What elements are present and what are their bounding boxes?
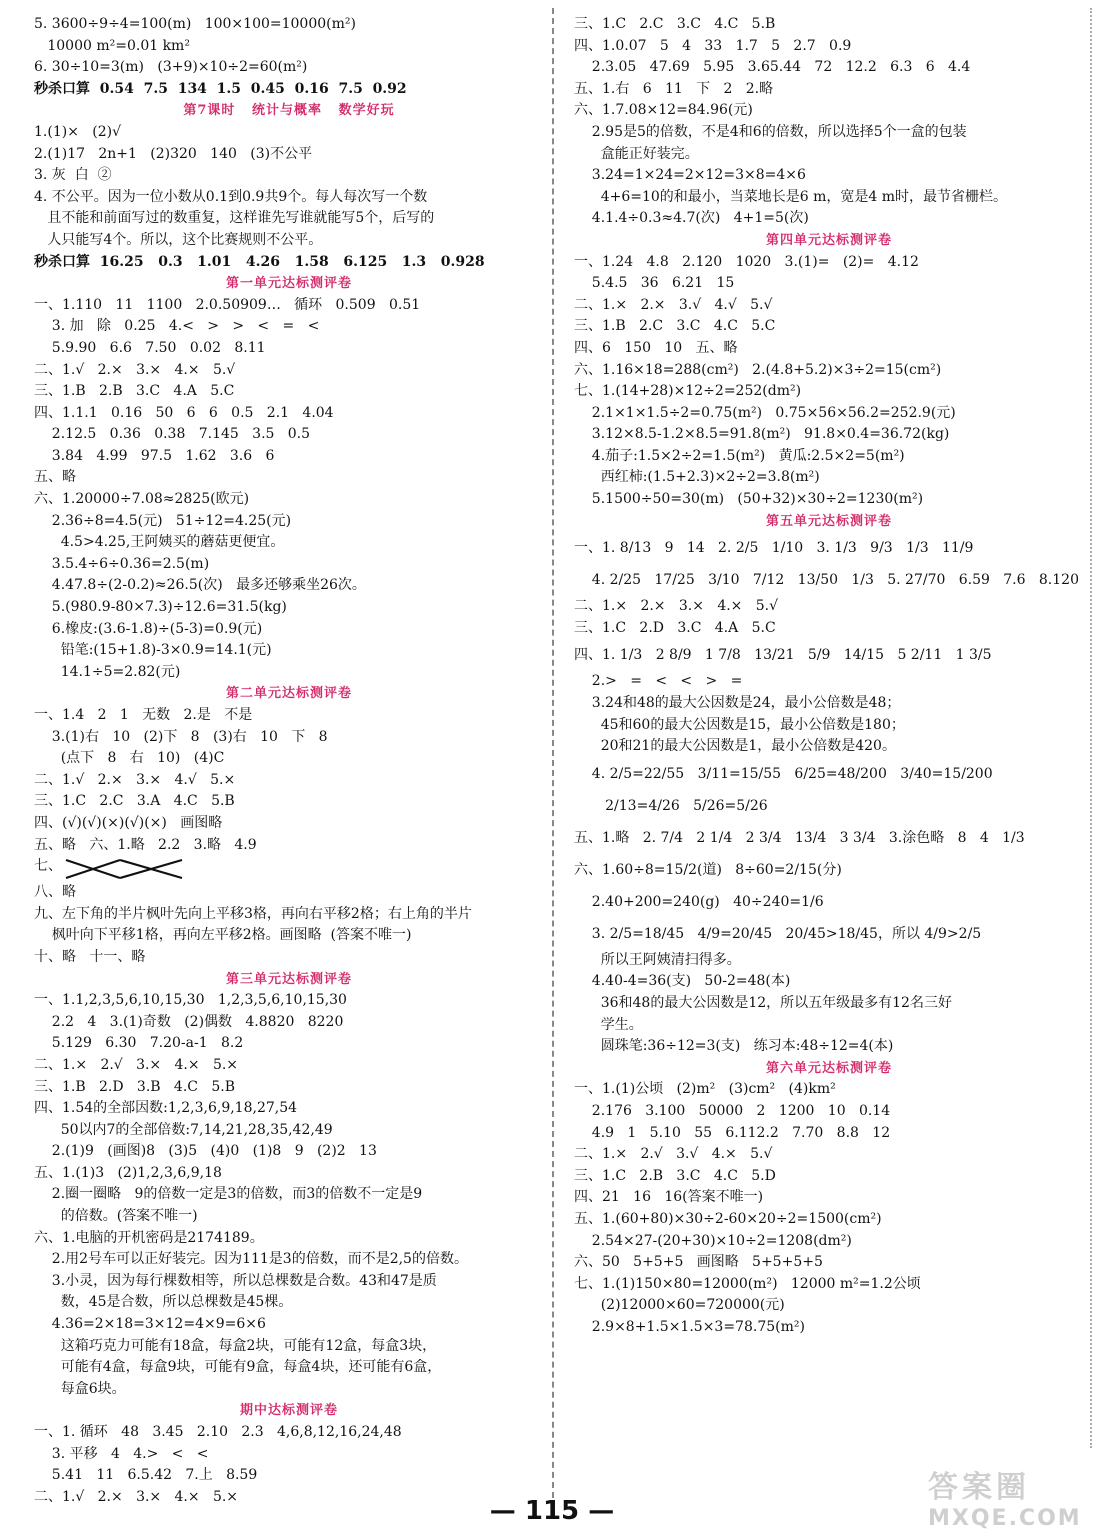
answer-line: 二、1.√ 2.× 3.× 4.× 5.√	[34, 361, 236, 378]
answer-line: 铅笔:(15+1.8)-3×0.9=14.1(元)	[34, 642, 272, 659]
answer-line: 2.圈一圈略 9的倍数一定是3的倍数，而3的倍数不一定是9	[34, 1186, 423, 1203]
answer-line: 六、1.20000÷7.08≈2825(欧元)	[34, 491, 250, 508]
answer-line: 六、1.16×18=288(cm²) 2.(4.8+5.2)×3÷2=15(cm²)	[574, 361, 942, 378]
answer-line: 七、1.(1)150×80=12000(m²) 12000 m²=1.2公顷	[574, 1275, 921, 1292]
answer-line: 2.3.05 47.69 5.95 3.65.44 72 12.2 6.3 6 4.4	[574, 59, 971, 76]
answer-line: 三、1.B 2.D 3.B 4.C 5.B	[34, 1078, 235, 1095]
answer-line: 盒能正好装完。	[574, 145, 699, 162]
answer-line: 3.(1)右 10 (2)下 8 (3)右 10 下 8	[34, 728, 328, 745]
answer-line: 二、1.× 2.× 3.√ 4.√ 5.√	[574, 296, 773, 313]
answer-line: 3.小灵，因为每行棵数相等，所以总棵数是合数。43和47是质	[34, 1272, 437, 1289]
answer-line: 3.12×8.5-1.2×8.5=91.8(m²) 91.8×0.4=36.72(kg)	[574, 426, 950, 443]
section-heading: 第7课时 统计与概率 数学好玩	[183, 103, 395, 119]
answer-line: 1.(1)× (2)√	[34, 123, 122, 140]
answer-line: 2.> = < < > =	[574, 673, 743, 690]
answer-line: 九、左下角的半片枫叶先向上平移3格，再向右平移2格；右上角的半片	[34, 905, 472, 922]
answer-line: 三、1.C 2.B 3.C 4.C 5.D	[574, 1167, 776, 1184]
answer-line: 2.176 3.100 50000 2 1200 10 0.14	[574, 1102, 891, 1119]
left-column	[34, 14, 544, 1508]
answer-line: 2.2 4 3.(1)奇数 (2)偶数 4.8820 8220	[34, 1013, 344, 1030]
answer-line: 六、1.7.08×12=84.96(元)	[574, 102, 753, 119]
page-number-value: 115	[524, 1496, 580, 1526]
answer-line: 一、1. 8/13 9 14 2. 2/5 1/10 3. 1/3 9/3 1/3 11/9	[574, 540, 974, 557]
answer-line: 3. 平移 4 4.> < <	[34, 1445, 209, 1462]
answer-line: 10000 m²=0.01 km²	[34, 37, 190, 54]
answer-line: 枫叶向下平移1格，再向左平移2格。画图略 (答案不唯一)	[34, 927, 412, 944]
watermark-bottom: MXQE.COM	[928, 1506, 1082, 1531]
answer-line: 人只能写4个。所以，这个比赛规则不公平。	[34, 231, 323, 248]
answer-line: 一、1.24 4.8 2.120 1020 3.(1)= (2)= 4.12	[574, 253, 919, 270]
section-heading: 第四单元达标测评卷	[765, 232, 892, 248]
answer-line: 二、1.√ 2.× 3.× 4.√ 5.×	[34, 771, 236, 788]
answer-line: 4.47.8÷(2-0.2)≈26.5(次) 最多还够乘坐26次。	[34, 577, 366, 594]
answer-line: 36和48的最大公因数是12，所以五年级最多有12名三好	[574, 995, 952, 1011]
answer-line: 四、21 16 16(答案不唯一)	[574, 1189, 764, 1206]
answer-line: 2/13=4/26 5/26=5/26	[574, 797, 768, 814]
answer-line: 2.(1)9 (画图)8 (3)5 (4)0 (1)8 9 (2)2 13	[34, 1143, 377, 1160]
answer-line: 3. 加 除 0.25 4.< > > < = <	[34, 318, 320, 335]
answer-line: 45和60的最大公因数是15，最小公倍数是180；	[574, 716, 905, 733]
answer-line: 4.36=2×18=3×12=4×9=6×6	[34, 1316, 266, 1333]
answer-line: 四、(√)(√)(×)(√)(×) 画图略	[34, 814, 223, 831]
section-heading: 第二单元达标测评卷	[225, 686, 352, 702]
answer-line: 三、1.B 2.C 3.C 4.C 5.C	[574, 318, 776, 335]
answer-line: 的倍数。(答案不唯一)	[34, 1208, 198, 1225]
answer-line: 三、1.B 2.B 3.C 4.A 5.C	[34, 383, 235, 400]
answer-line: 二、1.× 2.√ 3.√ 4.× 5.√	[574, 1146, 773, 1163]
column-divider	[552, 8, 554, 1508]
matching-lines-graphic	[64, 856, 194, 882]
section-heading: 第一单元达标测评卷	[225, 276, 352, 292]
answer-line: 3. 灰 白 ②	[34, 167, 112, 184]
answer-line: 4. 2/5=22/55 3/11=15/55 6/25=48/200 3/40=15/200	[574, 765, 993, 782]
answer-line: 2.40+200=240(g) 40÷240=1/6	[574, 893, 824, 910]
section-heading: 期中达标测评卷	[239, 1403, 338, 1419]
answer-line: 3.84 4.99 97.5 1.62 3.6 6	[34, 447, 275, 464]
answer-line: 一、1.4 2 1 无数 2.是 不是	[34, 707, 253, 723]
answer-line: 西红柿:(1.5+2.3)×2÷2=3.8(m²)	[574, 469, 820, 486]
answer-line: 4+6=10的和最小，当菜地长是6 m，宽是4 m时，最节省栅栏。	[574, 188, 1008, 205]
right-column	[574, 14, 1084, 1339]
answer-line: 五、1.(60+80)×30÷2-60×20÷2=1500(cm²)	[574, 1210, 882, 1227]
page-number: — 115 —	[489, 1496, 615, 1526]
answer-line: 2.36÷8=4.5(元) 51÷12=4.25(元)	[34, 512, 292, 529]
answer-line: 5.9.90 6.6 7.50 0.02 8.11	[34, 339, 266, 356]
watermark-top: 答案圈	[928, 1470, 1030, 1505]
answer-line: 4. 不公平。因为一位小数从0.1到0.9共9个。每人每次写一个数	[34, 188, 428, 205]
section-heading: 第六单元达标测评卷	[765, 1060, 892, 1076]
answer-line: 5. 3600÷9÷4=100(m) 100×100=10000(m²)	[34, 16, 356, 32]
section-heading: 第五单元达标测评卷	[765, 513, 892, 529]
answer-line: 4. 2/25 17/25 3/10 7/12 13/50 1/3 5. 27/70 6.59 7.6 8.120	[574, 572, 1079, 589]
answer-line: 5.129 6.30 7.20-a-1 8.2	[34, 1035, 244, 1052]
answer-line: 一、1.110 11 1100 2.0.50909… 循环 0.509 0.51	[34, 296, 421, 313]
answer-line: 4.40-4=36(支) 50-2=48(本)	[574, 973, 791, 990]
answer-line: 四、6 150 10 五、略	[574, 339, 738, 356]
answer-line: 三、1.C 2.C 3.A 4.C 5.B	[34, 793, 235, 810]
answer-line: 4.茄子:1.5×2÷2=1.5(m²) 黄瓜:2.5×2=5(m²)	[574, 447, 905, 464]
answer-line: 四、1.0.07 5 4 33 1.7 5 2.7 0.9	[574, 37, 852, 54]
answer-line: 5.(980.9-80×7.3)÷12.6=31.5(kg)	[34, 599, 287, 616]
answer-line: 八、略	[34, 884, 76, 901]
answer-line: 一、1.(1)公顷 (2)m² (3)cm² (4)km²	[574, 1081, 836, 1098]
answer-line: 二、1.× 2.√ 3.× 4.× 5.×	[34, 1056, 239, 1073]
answer-line: 6. 30÷10=3(m) (3+9)×10÷2=60(m²)	[34, 59, 308, 76]
answer-line: 2.12.5 0.36 0.38 7.145 3.5 0.5	[34, 426, 311, 443]
answer-line: 五、略 六、1.略 2.2 3.略 4.9	[34, 836, 257, 853]
answer-line: 5.4.5 36 6.21 15	[574, 275, 735, 292]
answer-line: 一、1. 循环 48 3.45 2.10 2.3 4,6,8,12,16,24,48	[34, 1424, 402, 1440]
answer-line: 可能有4盒，每盒9块，可能有9盒，每盒4块，还可能有6盒，	[34, 1359, 442, 1376]
answer-line: 六、1.电脑的开机密码是2174189。	[34, 1229, 264, 1246]
answer-line: 五、略	[34, 469, 76, 486]
answer-line: 3.24=1×24=2×12=3×8=4×6	[574, 167, 806, 184]
answer-line: 且不能和前面写过的数重复，这样谁先写谁就能写5个，后写的	[34, 210, 435, 227]
answer-line: 六、1.60÷8=15/2(道) 8÷60=2/15(分)	[574, 861, 842, 878]
answer-line: 所以王阿姨清扫得多。	[574, 951, 741, 968]
answer-line: 5.41 11 6.5.42 7.上 8.59	[34, 1467, 258, 1484]
answer-line: 4.5>4.25,王阿姨买的蘑菇更便宜。	[34, 534, 285, 551]
answer-line: 七、	[34, 856, 544, 882]
answer-line: 三、1.C 2.C 3.C 4.C 5.B	[574, 16, 776, 32]
answer-line: 3.24和48的最大公因数是24，最小公倍数是48；	[574, 695, 901, 712]
answer-line: 五、1.(1)3 (2)1,2,3,6,9,18	[34, 1164, 222, 1181]
answer-line: 20和21的最大公因数是1，最小公倍数是420。	[574, 738, 896, 755]
answer-line: 四、1.1.1 0.16 50 6 6 0.5 2.1 4.04	[34, 404, 334, 421]
answer-line: 14.1÷5=2.82(元)	[34, 663, 181, 680]
answer-line: 二、1.√ 2.× 3.× 4.× 5.×	[34, 1488, 239, 1505]
answer-line: 50以内7的全部倍数:7,14,21,28,35,42,49	[34, 1121, 333, 1138]
answer-line: 4.1.4÷0.3≈4.7(次) 4+1=5(次)	[574, 210, 809, 227]
answer-line: 四、1. 1/3 2 8/9 1 7/8 13/21 5/9 14/15 5 2/11 1 3/5	[574, 647, 992, 664]
answer-line: 这箱巧克力可能有18盒，每盒2块，可能有12盒，每盒3块，	[34, 1337, 437, 1354]
answer-line: 六、50 5+5+5 画图略 5+5+5+5	[574, 1254, 823, 1271]
answer-line: 2.(1)17 2n+1 (2)320 140 (3)不公平	[34, 145, 313, 162]
answer-line: 四、1.54的全部因数:1,2,3,6,9,18,27,54	[34, 1100, 298, 1117]
answer-line: 4.9 1 5.10 55 6.112.2 7.70 8.8 12	[574, 1124, 891, 1141]
answer-line: 七、1.(14+28)×12÷2=252(dm²)	[574, 383, 802, 400]
answer-line: (点下 8 右 10) (4)C	[34, 750, 225, 767]
answer-line: 每盒6块。	[34, 1380, 126, 1397]
answer-line: 秒杀口算 0.54 7.5 134 1.5 0.45 0.16 7.5 0.92	[34, 80, 407, 97]
answer-line: 3. 2/5=18/45 4/9=20/45 20/45>18/45，所以 4/9>2/5	[574, 925, 982, 942]
answer-line: 数，45是合数，所以总棵数是45棵。	[34, 1294, 293, 1311]
answer-line: 十、略 十一、略	[34, 948, 146, 965]
answer-line: 6.橡皮:(3.6-1.8)÷(5-3)=0.9(元)	[34, 620, 263, 637]
answer-line: (2)12000×60=720000(元)	[574, 1297, 785, 1314]
answer-line: 2.54×27-(20+30)×10÷2=1208(dm²)	[574, 1232, 852, 1249]
answer-line: 一、1.1,2,3,5,6,10,15,30 1,2,3,5,6,10,15,30	[34, 992, 347, 1009]
answer-line: 3.5.4÷6÷0.36=2.5(m)	[34, 555, 210, 572]
answer-line: 2.9×8+1.5×1.5×3=78.75(m²)	[574, 1318, 805, 1335]
answer-line: 5.1500÷50=30(m) (50+32)×30÷2=1230(m²)	[574, 491, 924, 508]
answer-line: 五、1.略 2. 7/4 2 1/4 2 3/4 13/4 3 3/4 3.涂色略 8 4 1/3	[574, 829, 1025, 846]
answer-line: 三、1.C 2.D 3.C 4.A 5.C	[574, 619, 776, 636]
answer-line: 学生。	[574, 1016, 643, 1033]
watermark-logo	[928, 1462, 1088, 1530]
answer-line: 2.95是5的倍数，不是4和6的倍数，所以选择5个一盒的包装	[574, 123, 967, 140]
answer-line: 秒杀口算 16.25 0.3 1.01 4.26 1.58 6.125 1.3 0.928	[34, 253, 485, 270]
section-heading: 第三单元达标测评卷	[225, 971, 352, 987]
answer-line: 2.1×1×1.5÷2=0.75(m²) 0.75×56×56.2=252.9(元)	[574, 404, 956, 421]
answer-line: 五、1.右 6 11 下 2 2.略	[574, 80, 774, 97]
answer-line: 二、1.× 2.× 3.× 4.× 5.√	[574, 598, 779, 615]
answer-line: 圆珠笔:36÷12=3(支) 练习本:48÷12=4(本)	[574, 1038, 894, 1055]
answer-line: 2.用2号车可以正好装完。因为111是3的倍数，而不是2,5的倍数。	[34, 1251, 468, 1268]
page-edge-dots	[1090, 8, 1092, 1448]
